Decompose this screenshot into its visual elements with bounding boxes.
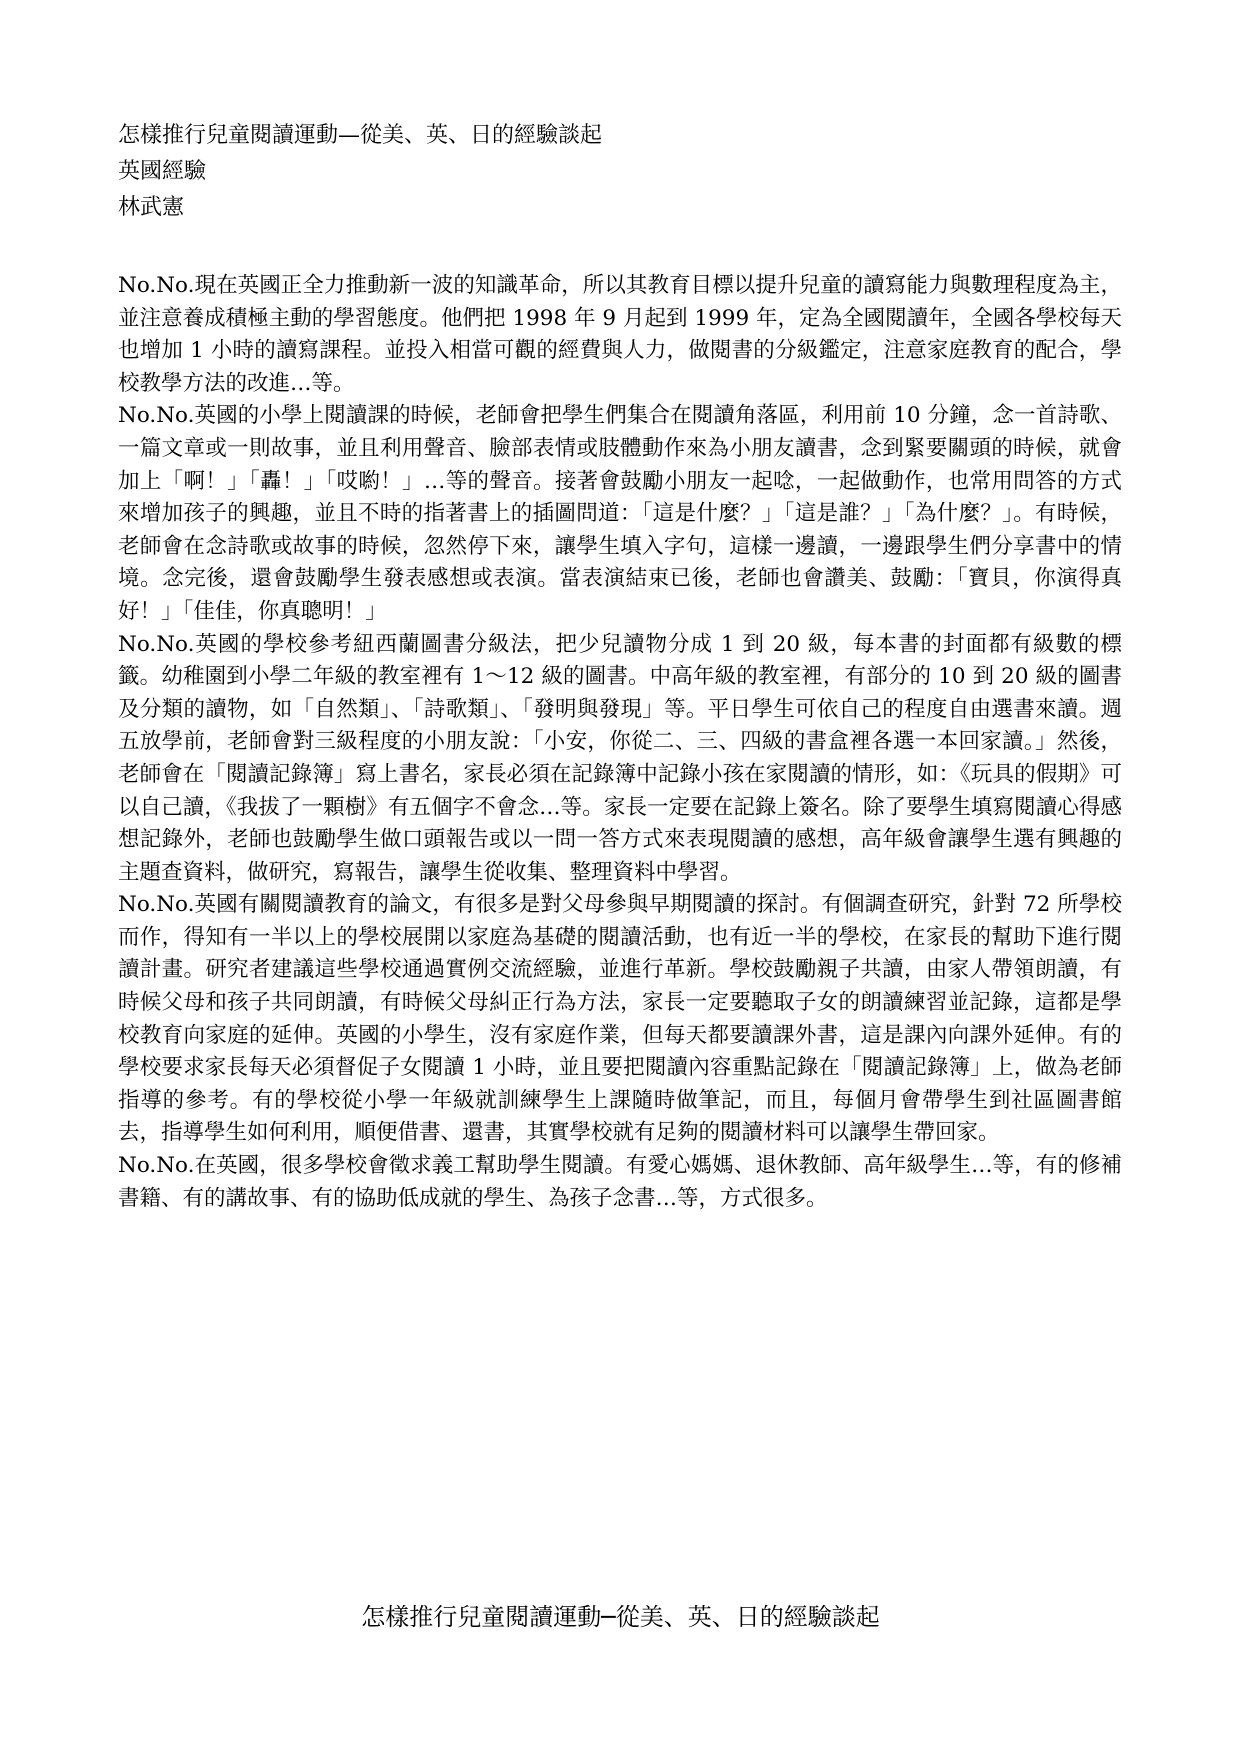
page-footer-title: 怎樣推行兒童閱讀運動─從美、英、日的經驗談起 <box>361 1603 880 1631</box>
paragraph: No.No.英國有關閱讀教育的論文，有很多是對父母參與早期閱讀的探討。有個調查研究，針對 72 所學校而作，得知有一半以上的學校展開以家庭為基礎的閱讀活動，也有近一半的學校，在家長的幫助下進行閱讀計畫。研究者建議這些學校通過實例交流經驗，並進行革新。學校鼓勵親子共讀，由家人帶領朗讀，有時候父母和孩子共同朗讀，有時候父母糾正行為方法，家長一定要聽取子女的朗讀練習並記錄，這都是學校教育向家庭的延伸。英國的小學生，沒有家庭作業，但每天都要讀課外書，這是課內向課外延伸。有的學校要求家長每天必須督促子女閱讀 1 小時，並且要把閱讀內容重點記錄在「閱讀記錄簿」上，做為老師指導的參考。有的學校從小學一年級就訓練學生上課隨時做筆記，而且，每個月會帶學生到社區圖書館去，指導學生如何利用，順便借書、還書，其實學校就有足夠的閱讀材料可以讓學生帶回家。 <box>118 892 1122 1146</box>
document-subtitle: 英國經驗 <box>118 159 207 184</box>
document-author: 林武憲 <box>118 195 185 220</box>
document-header <box>118 118 1118 226</box>
paragraph: No.No.在英國，很多學校會徵求義工幫助學生閱讀。有愛心媽媽、退休教師、高年級學生…等，有的修補書籍、有的講故事、有的協助低成就的學生、為孩子念書…等，方式很多。 <box>118 1153 1122 1211</box>
document-title: 怎樣推行兒童閱讀運動—從美、英、日的經驗談起 <box>118 123 603 148</box>
paragraph: No.No.英國的小學上閱讀課的時候，老師會把學生們集合在閱讀角落區，利用前 10 分鐘，念一首詩歌、一篇文章或一則故事，並且利用聲音、臉部表情或肢體動作來為小朋友讀書，念到緊要關頭的時候，就會加上「啊！」「轟！」「哎喲！」…等的聲音。接著會鼓勵小朋友一起唸，一起做動作，也常用問答的方式來增加孩子的興趣，並且不時的指著書上的插圖問道：「這是什麼？」「這是誰？」「為什麼？」。有時候，老師會在念詩歌或故事的時候，忽然停下來，讓學生填入字句，這樣一邊讀，一邊跟學生們分享書中的情境。念完後，還會鼓勵學生發表感想或表演。當表演結束已後，老師也會讚美、鼓勵：「寶貝，你演得真好！」「佳佳，你真聰明！」 <box>118 403 1122 624</box>
document-body <box>118 270 1122 1215</box>
paragraph: No.No.英國的學校參考紐西蘭圖書分級法，把少兒讀物分成 1 到 20 級，每本書的封面都有級數的標籤。幼稚園到小學二年級的教室裡有 1～12 級的圖書。中高年級的教室裡，有部分的 10 到 20 級的圖書及分類的讀物，如「自然類」、「詩歌類」、「發明與發現」等。平日學生可依自己的程度自由選書來讀。週五放學前，老師會對三級程度的小朋友說：「小安，你從二、三、四級的書盒裡各選一本回家讀。」然後，老師會在「閱讀記錄簿」寫上書名，家長必須在記錄簿中記錄小孩在家閱讀的情形，如：《玩具的假期》可以自己讀，《我拔了一顆樹》有五個字不會念…等。家長一定要在記錄上簽名。除了要學生填寫閱讀心得感想記錄外，老師也鼓勵學生做口頭報告或以一問一答方式來表現閱讀的感想，高年級會讓學生選有興趣的主題查資料，做研究，寫報告，讓學生從收集、整理資料中學習。 <box>118 631 1122 885</box>
paragraph: No.No.現在英國正全力推動新一波的知識革命，所以其教育目標以提升兒童的讀寫能力與數理程度為主，並注意養成積極主動的學習態度。他們把 1998 年 9 月起到 1999 年，定為全國閱讀年，全國各學校每天也增加 1 小時的讀寫課程。並投入相當可觀的經費與人力，做閱書的分級鑑定，注意家庭教育的配合，學校教學方法的改進…等。 <box>118 273 1122 396</box>
